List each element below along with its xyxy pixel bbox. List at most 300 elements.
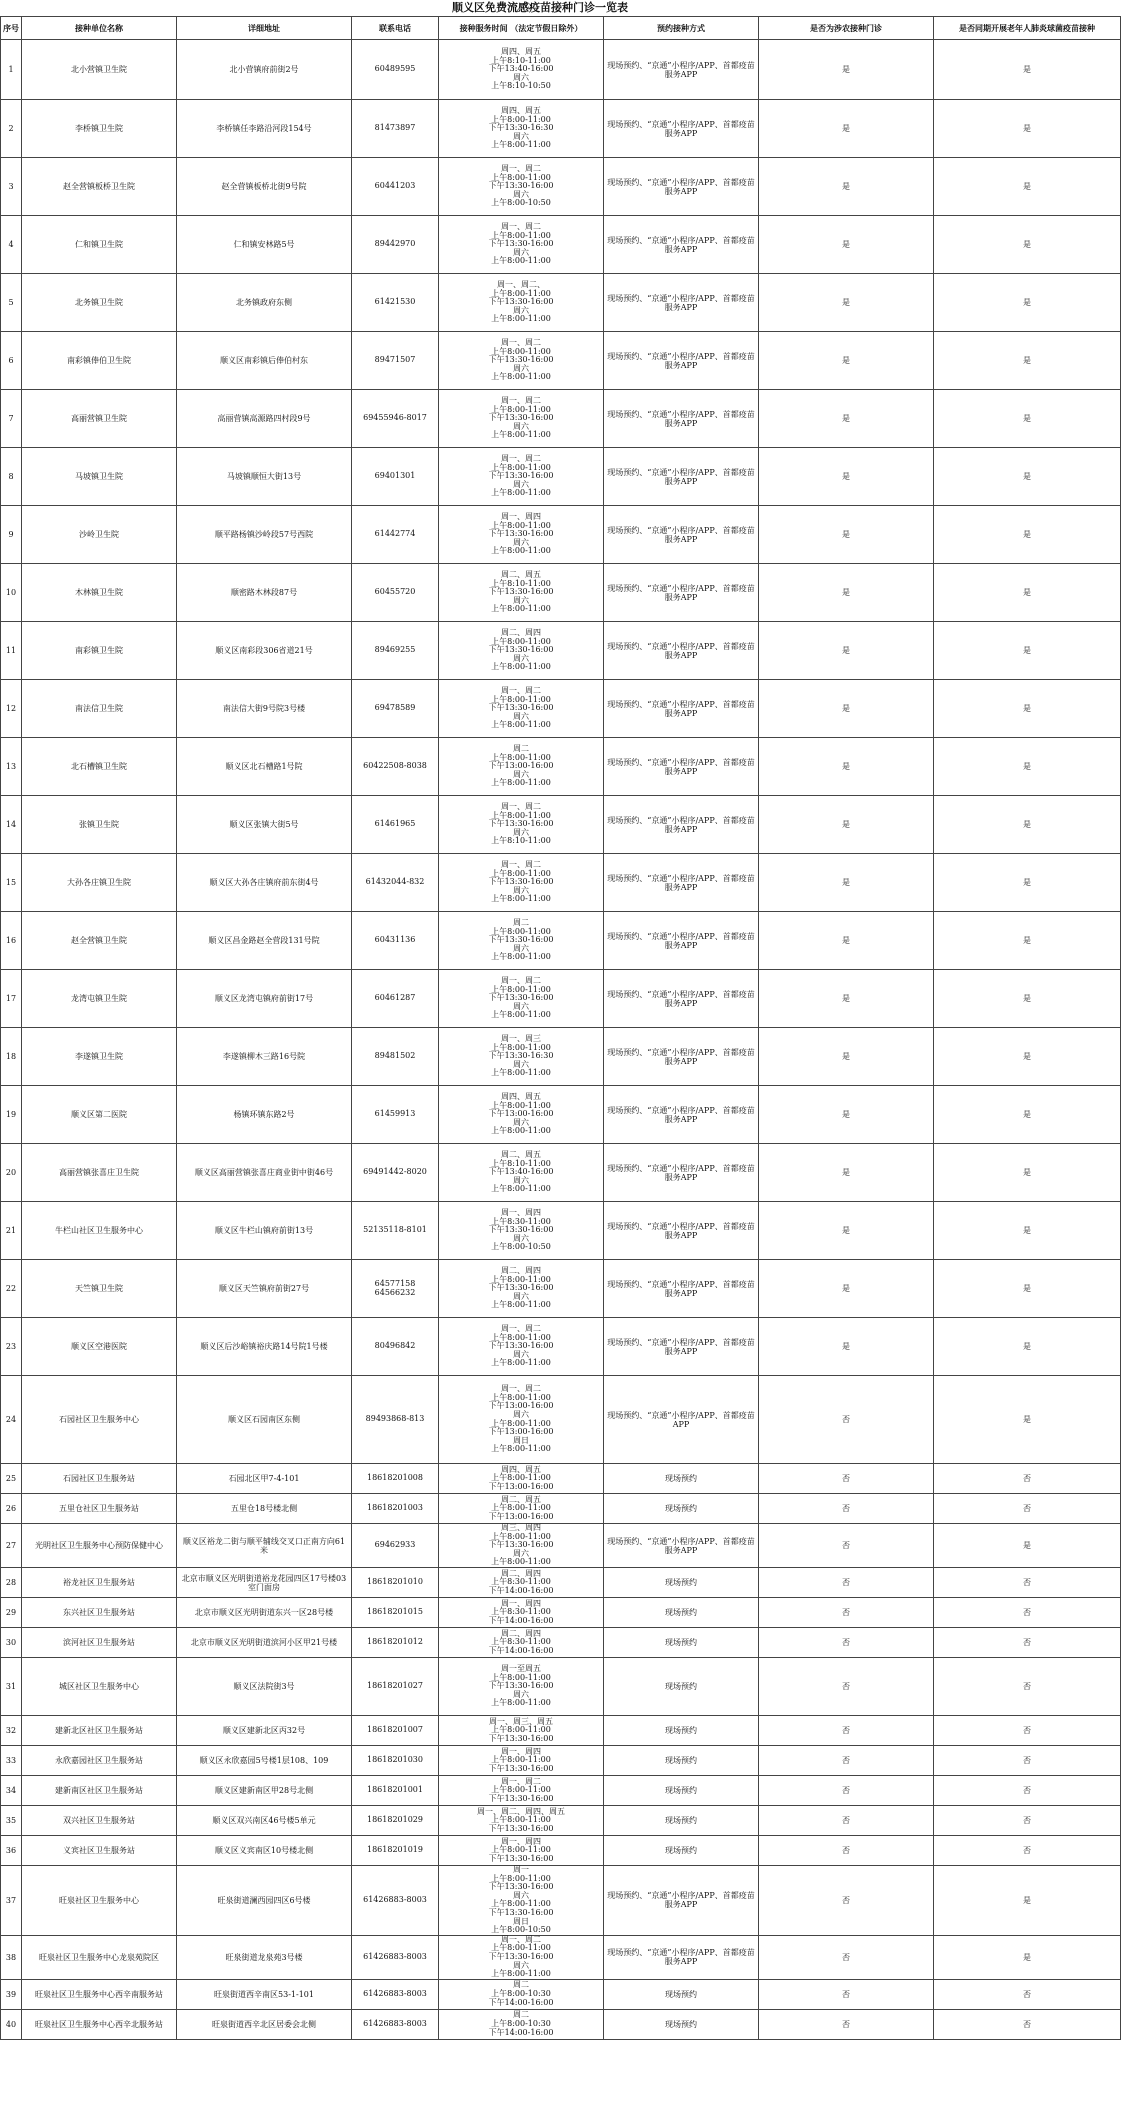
cell-phone: 61426883-8003 (352, 1935, 439, 1979)
cell-phone: 60461287 (352, 970, 439, 1028)
cell-name: 高丽营镇张喜庄卫生院 (22, 1144, 177, 1202)
cell-method: 现场预约、“京通”小程序/APP、首都疫苗服务APP (604, 1086, 759, 1144)
header-address: 详细地址 (177, 17, 352, 40)
cell-phone: 18618201008 (352, 1464, 439, 1494)
table-row (1, 1746, 1121, 1776)
cell-address: 顺义区大孙各庄镇府前东街4号 (177, 854, 352, 912)
cell-method: 现场预约、“京通”小程序/APP、首都疫苗服务APP (604, 738, 759, 796)
cell-phone: 18618201003 (352, 1494, 439, 1524)
cell-address: 顺密路木林段87号 (177, 564, 352, 622)
cell-address: 顺义区建新南区甲28号北侧 (177, 1776, 352, 1806)
cell-name: 建新北区社区卫生服务站 (22, 1716, 177, 1746)
table-row (1, 448, 1121, 506)
cell-time: 周一、周二 上午8:00-11:00 下午13:30-16:00 周六 上午8:10-11:00 (439, 796, 604, 854)
cell-name: 李桥镇卫生院 (22, 100, 177, 158)
cell-address: 顺义区建新北区丙32号 (177, 1716, 352, 1746)
cell-phone: 18618201010 (352, 1568, 439, 1598)
cell-pneumo: 否 (934, 2009, 1121, 2039)
cell-no: 30 (1, 1628, 22, 1658)
header-row (1, 17, 1121, 40)
cell-pneumo: 是 (934, 796, 1121, 854)
cell-address: 旺泉街道澜西园四区6号楼 (177, 1866, 352, 1936)
cell-time: 周二、周五 上午8:10-11:00 下午13:40-16:00 周六 上午8:00-11:00 (439, 1144, 604, 1202)
cell-method: 现场预约、“京通”小程序/APP、首都疫苗服务APP (604, 564, 759, 622)
cell-method: 现场预约、“京通”小程序/APP、首都疫苗服务APP (604, 1202, 759, 1260)
cell-pneumo: 是 (934, 1028, 1121, 1086)
cell-pneumo: 是 (934, 680, 1121, 738)
cell-rural: 否 (759, 1658, 934, 1716)
cell-rural: 是 (759, 1202, 934, 1260)
cell-time: 周一至周五 上午8:00-11:00 下午13:30-16:00 周六 上午8:00-11:00 (439, 1658, 604, 1716)
cell-time: 周一、周三 上午8:00-11:00 下午13:30-16:30 周六 上午8:00-11:00 (439, 1028, 604, 1086)
cell-phone: 89469255 (352, 622, 439, 680)
cell-name: 旺泉社区卫生服务中心龙泉苑院区 (22, 1935, 177, 1979)
table-row (1, 1028, 1121, 1086)
cell-no: 20 (1, 1144, 22, 1202)
cell-name: 永欣嘉园社区卫生服务站 (22, 1746, 177, 1776)
cell-rural: 是 (759, 738, 934, 796)
cell-no: 8 (1, 448, 22, 506)
cell-address: 顺义区裕龙二街与顺平辅线交叉口正南方向61米 (177, 1524, 352, 1568)
header-no: 序号 (1, 17, 22, 40)
cell-phone: 80496842 (352, 1318, 439, 1376)
table-row (1, 1376, 1121, 1464)
cell-no: 25 (1, 1464, 22, 1494)
cell-name: 旺泉社区卫生服务中心西辛北服务站 (22, 2009, 177, 2039)
header-time: 接种服务时间 （法定节假日除外） (439, 17, 604, 40)
cell-phone: 18618201015 (352, 1598, 439, 1628)
table-row (1, 854, 1121, 912)
cell-method: 现场预约、“京通”小程序/APP、首都疫苗服务APP (604, 100, 759, 158)
header-pneumo: 是否同期开展老年人肺炎球菌疫苗接种 (934, 17, 1121, 40)
cell-name: 南彩镇卫生院 (22, 622, 177, 680)
cell-pneumo: 是 (934, 506, 1121, 564)
cell-address: 顺义区永欣嘉园5号楼1层108、109 (177, 1746, 352, 1776)
table-row (1, 1866, 1121, 1936)
cell-method: 现场预约、“京通”小程序/APP、首都疫苗服务APP (604, 448, 759, 506)
cell-time: 周二 上午8:00-11:00 下午13:00-16:00 周六 上午8:00-11:00 (439, 738, 604, 796)
cell-time: 周四、周五 上午8:00-11:00 下午13:30-16:30 周六 上午8:00-11:00 (439, 100, 604, 158)
table-row (1, 1568, 1121, 1598)
cell-pneumo: 是 (934, 1260, 1121, 1318)
cell-pneumo: 是 (934, 40, 1121, 100)
cell-rural: 是 (759, 622, 934, 680)
cell-method: 现场预约 (604, 2009, 759, 2039)
cell-pneumo: 是 (934, 216, 1121, 274)
cell-time: 周二、周五 上午8:00-11:00 下午13:00-16:00 (439, 1494, 604, 1524)
table-row (1, 100, 1121, 158)
cell-rural: 否 (759, 1746, 934, 1776)
cell-rural: 是 (759, 448, 934, 506)
cell-rural: 否 (759, 1598, 934, 1628)
cell-rural: 是 (759, 1028, 934, 1086)
cell-phone: 52135118-8101 (352, 1202, 439, 1260)
cell-phone: 18618201029 (352, 1806, 439, 1836)
table-row (1, 158, 1121, 216)
cell-time: 周一、周二 上午8:00-11:00 下午13:30-16:00 周六 上午8:00-11:00 (439, 390, 604, 448)
cell-name: 张镇卫生院 (22, 796, 177, 854)
cell-time: 周一、周二 上午8:00-11:00 下午13:30-16:00 周六 上午8:00-11:00 (439, 448, 604, 506)
cell-rural: 是 (759, 1144, 934, 1202)
cell-pneumo: 是 (934, 158, 1121, 216)
cell-phone: 61459913 (352, 1086, 439, 1144)
cell-no: 37 (1, 1866, 22, 1936)
cell-no: 3 (1, 158, 22, 216)
cell-phone: 61442774 (352, 506, 439, 564)
cell-rural: 是 (759, 40, 934, 100)
cell-rural: 否 (759, 1376, 934, 1464)
cell-address: 顺义区北石槽路1号院 (177, 738, 352, 796)
cell-pneumo: 是 (934, 448, 1121, 506)
cell-pneumo: 是 (934, 1318, 1121, 1376)
table-row (1, 1806, 1121, 1836)
cell-phone: 61461965 (352, 796, 439, 854)
cell-rural: 否 (759, 1979, 934, 2009)
header-name: 接种单位名称 (22, 17, 177, 40)
cell-method: 现场预约 (604, 1628, 759, 1658)
cell-name: 南法信卫生院 (22, 680, 177, 738)
cell-address: 顺义区双兴南区46号楼5单元 (177, 1806, 352, 1836)
cell-phone: 69491442-8020 (352, 1144, 439, 1202)
cell-address: 旺泉街道西辛南区53-1-101 (177, 1979, 352, 2009)
cell-pneumo: 否 (934, 1979, 1121, 2009)
cell-time: 周一、周二 上午8:00-11:00 下午13:30-16:00 周六 上午8:00-11:00 (439, 680, 604, 738)
table-row (1, 40, 1121, 100)
cell-no: 6 (1, 332, 22, 390)
cell-method: 现场预约 (604, 1716, 759, 1746)
cell-no: 11 (1, 622, 22, 680)
cell-phone: 18618201030 (352, 1746, 439, 1776)
cell-name: 马坡镇卫生院 (22, 448, 177, 506)
cell-pneumo: 是 (934, 622, 1121, 680)
cell-time: 周二 上午8:00-10:30 下午14:00-16:00 (439, 1979, 604, 2009)
cell-pneumo: 是 (934, 1086, 1121, 1144)
cell-name: 旺泉社区卫生服务中心西辛南服务站 (22, 1979, 177, 2009)
cell-rural: 否 (759, 1836, 934, 1866)
cell-pneumo: 否 (934, 1746, 1121, 1776)
cell-method: 现场预约、“京通”小程序/APP、首都疫苗服务APP (604, 1524, 759, 1568)
cell-address: 马坡镇顺恒大街13号 (177, 448, 352, 506)
table-row (1, 1836, 1121, 1866)
cell-no: 26 (1, 1494, 22, 1524)
cell-pneumo: 否 (934, 1776, 1121, 1806)
cell-time: 周二、周四 上午8:30-11:00 下午14:00-16:00 (439, 1568, 604, 1598)
cell-rural: 否 (759, 1776, 934, 1806)
cell-no: 16 (1, 912, 22, 970)
cell-method: 现场预约 (604, 1494, 759, 1524)
cell-address: 赵全营镇板桥北街9号院 (177, 158, 352, 216)
cell-time: 周二 上午8:00-11:00 下午13:30-16:00 周六 上午8:00-11:00 (439, 912, 604, 970)
cell-pneumo: 否 (934, 1598, 1121, 1628)
cell-time: 周一、周三、周五 上午8:00-11:00 下午13:30-16:00 (439, 1716, 604, 1746)
cell-method: 现场预约、“京通”小程序/APP、首都疫苗服务APP (604, 1144, 759, 1202)
cell-address: 顺平路杨镇沙岭段57号西院 (177, 506, 352, 564)
cell-method: 现场预约、“京通”小程序/APP、首都疫苗服务APP (604, 1935, 759, 1979)
cell-method: 现场预约 (604, 1806, 759, 1836)
cell-name: 高丽营镇卫生院 (22, 390, 177, 448)
cell-method: 现场预约 (604, 1568, 759, 1598)
cell-name: 沙岭卫生院 (22, 506, 177, 564)
cell-no: 13 (1, 738, 22, 796)
cell-rural: 是 (759, 390, 934, 448)
cell-no: 38 (1, 1935, 22, 1979)
cell-address: 北京市顺义区光明街道裕龙花园四区17号楼03室门面房 (177, 1568, 352, 1598)
cell-rural: 否 (759, 1866, 934, 1936)
cell-rural: 是 (759, 506, 934, 564)
cell-pneumo: 是 (934, 912, 1121, 970)
page-title: 顺义区免费流感疫苗接种门诊一览表 (452, 1, 628, 14)
cell-time: 周四、周五 上午8:00-11:00 下午13:00-16:00 周六 上午8:00-11:00 (439, 1086, 604, 1144)
cell-pneumo: 是 (934, 1202, 1121, 1260)
table-row (1, 1716, 1121, 1746)
cell-time: 周二、周五 上午8:10-11:00 下午13:30-16:00 周六 上午8:00-11:00 (439, 564, 604, 622)
cell-phone: 61426883-8003 (352, 1866, 439, 1936)
cell-name: 仁和镇卫生院 (22, 216, 177, 274)
cell-name: 南彩镇俸伯卫生院 (22, 332, 177, 390)
cell-time: 周一、周四 上午8:30-11:00 下午14:00-16:00 (439, 1598, 604, 1628)
table-row (1, 390, 1121, 448)
cell-time: 周二 上午8:00-10:30 下午14:00-16:00 (439, 2009, 604, 2039)
cell-method: 现场预约 (604, 1979, 759, 2009)
cell-phone: 61432044-832 (352, 854, 439, 912)
cell-address: 北京市顺义区光明街道东兴一区28号楼 (177, 1598, 352, 1628)
cell-method: 现场预约、“京通”小程序/APP、首都疫苗服务APP (604, 40, 759, 100)
cell-phone: 60431136 (352, 912, 439, 970)
cell-phone: 89481502 (352, 1028, 439, 1086)
cell-no: 10 (1, 564, 22, 622)
table-row (1, 1202, 1121, 1260)
cell-time: 周四、周五 上午8:00-11:00 下午13:00-16:00 (439, 1464, 604, 1494)
table-row (1, 506, 1121, 564)
cell-rural: 否 (759, 1716, 934, 1746)
table-row (1, 796, 1121, 854)
cell-method: 现场预约、“京通”小程序/APP、首都疫苗服务APP (604, 680, 759, 738)
cell-time: 周二、周四 上午8:00-11:00 下午13:30-16:00 周六 上午8:00-11:00 (439, 1260, 604, 1318)
cell-rural: 是 (759, 564, 934, 622)
cell-method: 现场预约、“京通”小程序/APP、首都疫苗服务APP (604, 1260, 759, 1318)
cell-name: 赵全营镇板桥卫生院 (22, 158, 177, 216)
cell-no: 29 (1, 1598, 22, 1628)
cell-address: 五里仓18号楼北侧 (177, 1494, 352, 1524)
cell-rural: 否 (759, 1806, 934, 1836)
cell-time: 周一、周二 上午8:00-11:00 下午13:30-16:00 周六 上午8:00-11:00 (439, 1935, 604, 1979)
clinic-table (0, 16, 1121, 2040)
cell-pneumo: 是 (934, 854, 1121, 912)
cell-time: 周一、周四 上午8:00-11:00 下午13:30-16:00 (439, 1746, 604, 1776)
cell-name: 北石槽镇卫生院 (22, 738, 177, 796)
cell-phone: 69478589 (352, 680, 439, 738)
cell-time: 周一、周二 上午8:00-11:00 下午13:30-16:00 周六 上午8:00-11:00 (439, 216, 604, 274)
table-row (1, 912, 1121, 970)
header-rural: 是否为涉农接种门诊 (759, 17, 934, 40)
cell-phone: 69401301 (352, 448, 439, 506)
cell-method: 现场预约、“京通”小程序/APP、首都疫苗服务APP (604, 1318, 759, 1376)
cell-name: 李遂镇卫生院 (22, 1028, 177, 1086)
cell-time: 周一、周二 上午8:00-11:00 下午13:30-16:00 周六 上午8:00-11:00 (439, 332, 604, 390)
cell-method: 现场预约、“京通”小程序/APP、首都疫苗服务APP (604, 912, 759, 970)
table-row (1, 274, 1121, 332)
cell-no: 1 (1, 40, 22, 100)
cell-no: 35 (1, 1806, 22, 1836)
cell-time: 周一 上午8:00-11:00 下午13:30-16:00 周六 上午8:00-11:00 下午13:30-16:00 周日 上午8:00-10:50 (439, 1866, 604, 1936)
cell-phone: 18618201019 (352, 1836, 439, 1866)
cell-time: 周一、周二 上午8:00-11:00 下午13:30-16:00 (439, 1776, 604, 1806)
table-row (1, 564, 1121, 622)
cell-method: 现场预约、“京通”小程序/APP、首都疫苗服务APP (604, 854, 759, 912)
cell-phone: 89493868-813 (352, 1376, 439, 1464)
table-row (1, 1598, 1121, 1628)
cell-name: 北务镇卫生院 (22, 274, 177, 332)
table-row (1, 1628, 1121, 1658)
table-body (1, 40, 1121, 2040)
cell-pneumo: 否 (934, 1464, 1121, 1494)
cell-pneumo: 是 (934, 274, 1121, 332)
cell-rural: 否 (759, 1568, 934, 1598)
cell-phone: 61426883-8003 (352, 2009, 439, 2039)
cell-method: 现场预约 (604, 1836, 759, 1866)
cell-rural: 是 (759, 854, 934, 912)
cell-pneumo: 是 (934, 1376, 1121, 1464)
cell-pneumo: 是 (934, 1866, 1121, 1936)
cell-rural: 否 (759, 1935, 934, 1979)
cell-name: 光明社区卫生服务中心预防保健中心 (22, 1524, 177, 1568)
cell-phone: 60441203 (352, 158, 439, 216)
cell-name: 旺泉社区卫生服务中心 (22, 1866, 177, 1936)
cell-name: 赵全营镇卫生院 (22, 912, 177, 970)
cell-rural: 是 (759, 680, 934, 738)
cell-pneumo: 是 (934, 390, 1121, 448)
cell-time: 周二、周四 上午8:30-11:00 下午14:00-16:00 (439, 1628, 604, 1658)
cell-phone: 18618201027 (352, 1658, 439, 1716)
cell-phone: 61421530 (352, 274, 439, 332)
cell-no: 40 (1, 2009, 22, 2039)
cell-address: 顺义区高丽营镇张喜庄商业街中街46号 (177, 1144, 352, 1202)
cell-address: 顺义区南彩镇后俸伯村东 (177, 332, 352, 390)
cell-address: 顺义区后沙峪镇裕庆路14号院1号楼 (177, 1318, 352, 1376)
cell-time: 周三、周四 上午8:00-11:00 下午13:30-16:00 周六 上午8:00-11:00 (439, 1524, 604, 1568)
cell-name: 石园社区卫生服务站 (22, 1464, 177, 1494)
cell-no: 22 (1, 1260, 22, 1318)
table-row (1, 1524, 1121, 1568)
table-row (1, 1494, 1121, 1524)
cell-pneumo: 否 (934, 1628, 1121, 1658)
table-row (1, 622, 1121, 680)
table-row (1, 216, 1121, 274)
table-row (1, 680, 1121, 738)
cell-address: 顺义区牛栏山镇府前街13号 (177, 1202, 352, 1260)
table-row (1, 738, 1121, 796)
cell-rural: 否 (759, 2009, 934, 2039)
cell-pneumo: 是 (934, 1524, 1121, 1568)
cell-name: 牛栏山社区卫生服务中心 (22, 1202, 177, 1260)
cell-address: 顺义区昌金路赵全营段131号院 (177, 912, 352, 970)
cell-address: 杨镇环镇东路2号 (177, 1086, 352, 1144)
cell-address: 南法信大街9号院3号楼 (177, 680, 352, 738)
cell-pneumo: 是 (934, 332, 1121, 390)
cell-method: 现场预约、“京通”小程序/APP、首都疫苗服务APP (604, 796, 759, 854)
cell-name: 东兴社区卫生服务站 (22, 1598, 177, 1628)
cell-address: 顺义区龙湾屯镇府前街17号 (177, 970, 352, 1028)
cell-address: 李桥镇任李路沿河段154号 (177, 100, 352, 158)
cell-phone: 61426883-8003 (352, 1979, 439, 2009)
cell-rural: 是 (759, 796, 934, 854)
cell-no: 9 (1, 506, 22, 564)
cell-pneumo: 否 (934, 1716, 1121, 1746)
cell-address: 北务镇政府东侧 (177, 274, 352, 332)
cell-time: 周一、周二 上午8:00-11:00 下午13:00-16:00 周六 上午8:00-11:00 下午13:00-16:00 周日 上午8:00-11:00 (439, 1376, 604, 1464)
cell-method: 现场预约 (604, 1464, 759, 1494)
cell-phone: 18618201007 (352, 1716, 439, 1746)
cell-rural: 否 (759, 1494, 934, 1524)
cell-pneumo: 是 (934, 100, 1121, 158)
cell-pneumo: 否 (934, 1836, 1121, 1866)
cell-no: 12 (1, 680, 22, 738)
cell-rural: 是 (759, 332, 934, 390)
cell-time: 周一、周四 上午8:00-11:00 下午13:30-16:00 (439, 1836, 604, 1866)
cell-time: 周二、周四 上午8:00-11:00 下午13:30-16:00 周六 上午8:00-11:00 (439, 622, 604, 680)
cell-no: 32 (1, 1716, 22, 1746)
cell-no: 19 (1, 1086, 22, 1144)
cell-pneumo: 否 (934, 1658, 1121, 1716)
cell-time: 周一、周二 上午8:00-11:00 下午13:30-16:00 周六 上午8:00-11:00 (439, 854, 604, 912)
cell-name: 大孙各庄镇卫生院 (22, 854, 177, 912)
cell-phone: 60422508-8038 (352, 738, 439, 796)
cell-pneumo: 是 (934, 1144, 1121, 1202)
table-row (1, 1318, 1121, 1376)
cell-phone: 89442970 (352, 216, 439, 274)
cell-method: 现场预约 (604, 1658, 759, 1716)
cell-phone: 60455720 (352, 564, 439, 622)
cell-rural: 否 (759, 1628, 934, 1658)
cell-name: 龙湾屯镇卫生院 (22, 970, 177, 1028)
cell-method: 现场预约、“京通”小程序/APP、首都疫苗服务APP (604, 332, 759, 390)
cell-pneumo: 否 (934, 1806, 1121, 1836)
cell-name: 石园社区卫生服务中心 (22, 1376, 177, 1464)
cell-no: 28 (1, 1568, 22, 1598)
cell-address: 顺义区张镇大街5号 (177, 796, 352, 854)
cell-no: 24 (1, 1376, 22, 1464)
cell-phone: 60489595 (352, 40, 439, 100)
cell-method: 现场预约、“京通”小程序/APP、首都疫苗服务APP (604, 622, 759, 680)
header-phone: 联系电话 (352, 17, 439, 40)
cell-pneumo: 是 (934, 564, 1121, 622)
cell-no: 2 (1, 100, 22, 158)
cell-no: 17 (1, 970, 22, 1028)
cell-time: 周一、周二 上午8:00-11:00 下午13:30-16:00 周六 上午8:00-10:50 (439, 158, 604, 216)
cell-no: 4 (1, 216, 22, 274)
table-row (1, 970, 1121, 1028)
table-row (1, 1776, 1121, 1806)
cell-name: 顺义区第二医院 (22, 1086, 177, 1144)
cell-no: 27 (1, 1524, 22, 1568)
cell-rural: 是 (759, 100, 934, 158)
cell-phone: 18618201012 (352, 1628, 439, 1658)
cell-method: 现场预约、“京通”小程序/APP、首都疫苗服务APP (604, 390, 759, 448)
cell-method: 现场预约、“京通”小程序/APP、首都疫苗服务APP (604, 274, 759, 332)
cell-phone: 18618201001 (352, 1776, 439, 1806)
cell-address: 顺义区南彩段306省道21号 (177, 622, 352, 680)
cell-method: 现场预约、“京通”小程序/APP、首都疫苗服务APP (604, 970, 759, 1028)
cell-time: 周一、周四 上午8:00-11:00 下午13:30-16:00 周六 上午8:00-11:00 (439, 506, 604, 564)
table-row (1, 1464, 1121, 1494)
cell-no: 14 (1, 796, 22, 854)
cell-address: 旺泉街道龙泉苑3号楼 (177, 1935, 352, 1979)
cell-rural: 是 (759, 912, 934, 970)
cell-name: 木林镇卫生院 (22, 564, 177, 622)
table-row (1, 1144, 1121, 1202)
cell-name: 五里仓社区卫生服务站 (22, 1494, 177, 1524)
cell-name: 北小营镇卫生院 (22, 40, 177, 100)
